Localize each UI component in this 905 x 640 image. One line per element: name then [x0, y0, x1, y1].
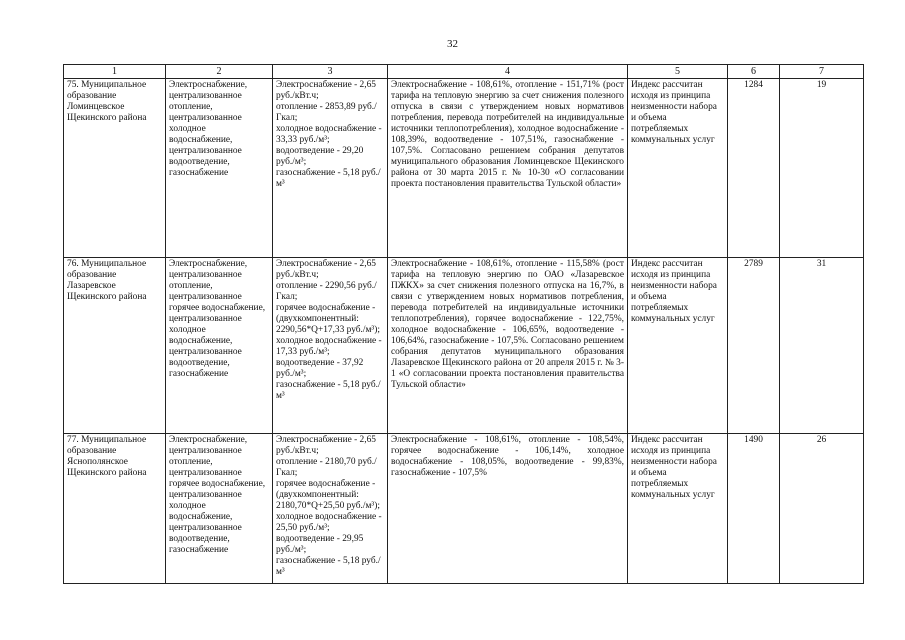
count-cell: 1284: [728, 79, 780, 258]
table-row: [64, 434, 864, 584]
count-cell: 2789: [728, 258, 780, 434]
value-cell: 31: [780, 258, 864, 434]
services-cell: Электроснабжение, централизованное отопление, централизованное горячее водоснабжение, централизованное холодное водоснабжение, централизованное водоотведение, газоснабжение: [166, 434, 273, 584]
tariffs-cell: Электроснабжение - 2,65 руб./кВт.ч; отопление - 2290,56 руб./Гкал; горячее водоснабжение - (двухкомпонентный: 2290,56*Q+17,33 руб./м³); холодное водоснабжение - 17,33 руб./м³; водоотведение - 37,92 руб./м³; газоснабжение - 5,18 руб./м³: [273, 258, 388, 434]
column-header: 1: [64, 65, 166, 79]
index-description-cell: Электроснабжение - 108,61%, отопление - 108,54%, горячее водоснабжение - 106,14%, холодное водоснабжение - 108,05%, водоотведение - 99,83%, газоснабжение - 107,5%: [388, 434, 628, 584]
column-header: 6: [728, 65, 780, 79]
column-header: 3: [273, 65, 388, 79]
municipality-cell: 75. Муниципальное образование Ломинцевское Щекинского района: [64, 79, 166, 258]
note-cell: Индекс рассчитан исходя из принципа неизменности набора и объема потребляемых коммунальных услуг: [628, 434, 728, 584]
table-header-row: [64, 65, 864, 79]
table-row: [64, 79, 864, 258]
tariff-table: [63, 64, 864, 584]
count-cell: 1490: [728, 434, 780, 584]
municipality-cell: 77. Муниципальное образование Яснополянское Щекинского района: [64, 434, 166, 584]
tariffs-cell: Электроснабжение - 2,65 руб./кВт.ч; отопление - 2180,70 руб./Гкал; горячее водоснабжение - (двухкомпонентный: 2180,70*Q+25,50 руб./м³); холодное водоснабжение - 25,50 руб./м³; водоотведение - 29,95 руб./м³; газоснабжение - 5,18 руб./м³: [273, 434, 388, 584]
page-number: 32: [447, 38, 458, 50]
services-cell: Электроснабжение, централизованное отопление, централизованное горячее водоснабжение, централизованное холодное водоснабжение, централизованное водоотведение, газоснабжение: [166, 258, 273, 434]
value-cell: 26: [780, 434, 864, 584]
services-cell: Электроснабжение, централизованное отопление, централизованное холодное водоснабжение, централизованное водоотведение, газоснабжение: [166, 79, 273, 258]
note-cell: Индекс рассчитан исходя из принципа неизменности набора и объема потребляемых коммунальных услуг: [628, 258, 728, 434]
column-header: 5: [628, 65, 728, 79]
value-cell: 19: [780, 79, 864, 258]
note-cell: Индекс рассчитан исходя из принципа неизменности набора и объема потребляемых коммунальных услуг: [628, 79, 728, 258]
municipality-cell: 76. Муниципальное образование Лазаревское Щекинского района: [64, 258, 166, 434]
tariffs-cell: Электроснабжение - 2,65 руб./кВт.ч; отопление - 2853,89 руб./Гкал; холодное водоснабжение - 33,33 руб./м³; водоотведение - 29,20 руб./м³; газоснабжение - 5,18 руб./м³: [273, 79, 388, 258]
table-row: [64, 258, 864, 434]
index-description-cell: Электроснабжение - 108,61%, отопление - 115,58% (рост тарифа на тепловую энергию по ОАО «Лазаревское ПЖКХ» за счет снижения полезного отпуска на 16,7%, в связи с утверждением новых нормативов потребления, перевода потребителей на индивидуальные источники теплопотребления), горячее водоснабжение - 122,75%, холодное водоснабжение - 106,65%, водоотведение - 106,64%, газоснабжение - 107,5%. Согласовано решением собрания депутатов муниципального образования Лазаревское Щекинского района от 20 апреля 2015 г. № 3-1 «О согласовании проекта постановления правительства Тульской области»: [388, 258, 628, 434]
index-description-cell: Электроснабжение - 108,61%, отопление - 151,71% (рост тарифа на тепловую энергию за счет снижения полезного отпуска в связи с утверждением новых нормативов потребления, перевода потребителей на индивидуальные источники теплопотребления), холодное водоснабжение - 108,39%, водоотведение - 107,51%, газоснабжение - 107,5%. Согласовано решением собрания депутатов муниципального образования Ломинцевское Щекинского района от 30 марта 2015 г. № 10-30 «О согласовании проекта постановления правительства Тульской области»: [388, 79, 628, 258]
column-header: 4: [388, 65, 628, 79]
column-header: 7: [780, 65, 864, 79]
column-header: 2: [166, 65, 273, 79]
